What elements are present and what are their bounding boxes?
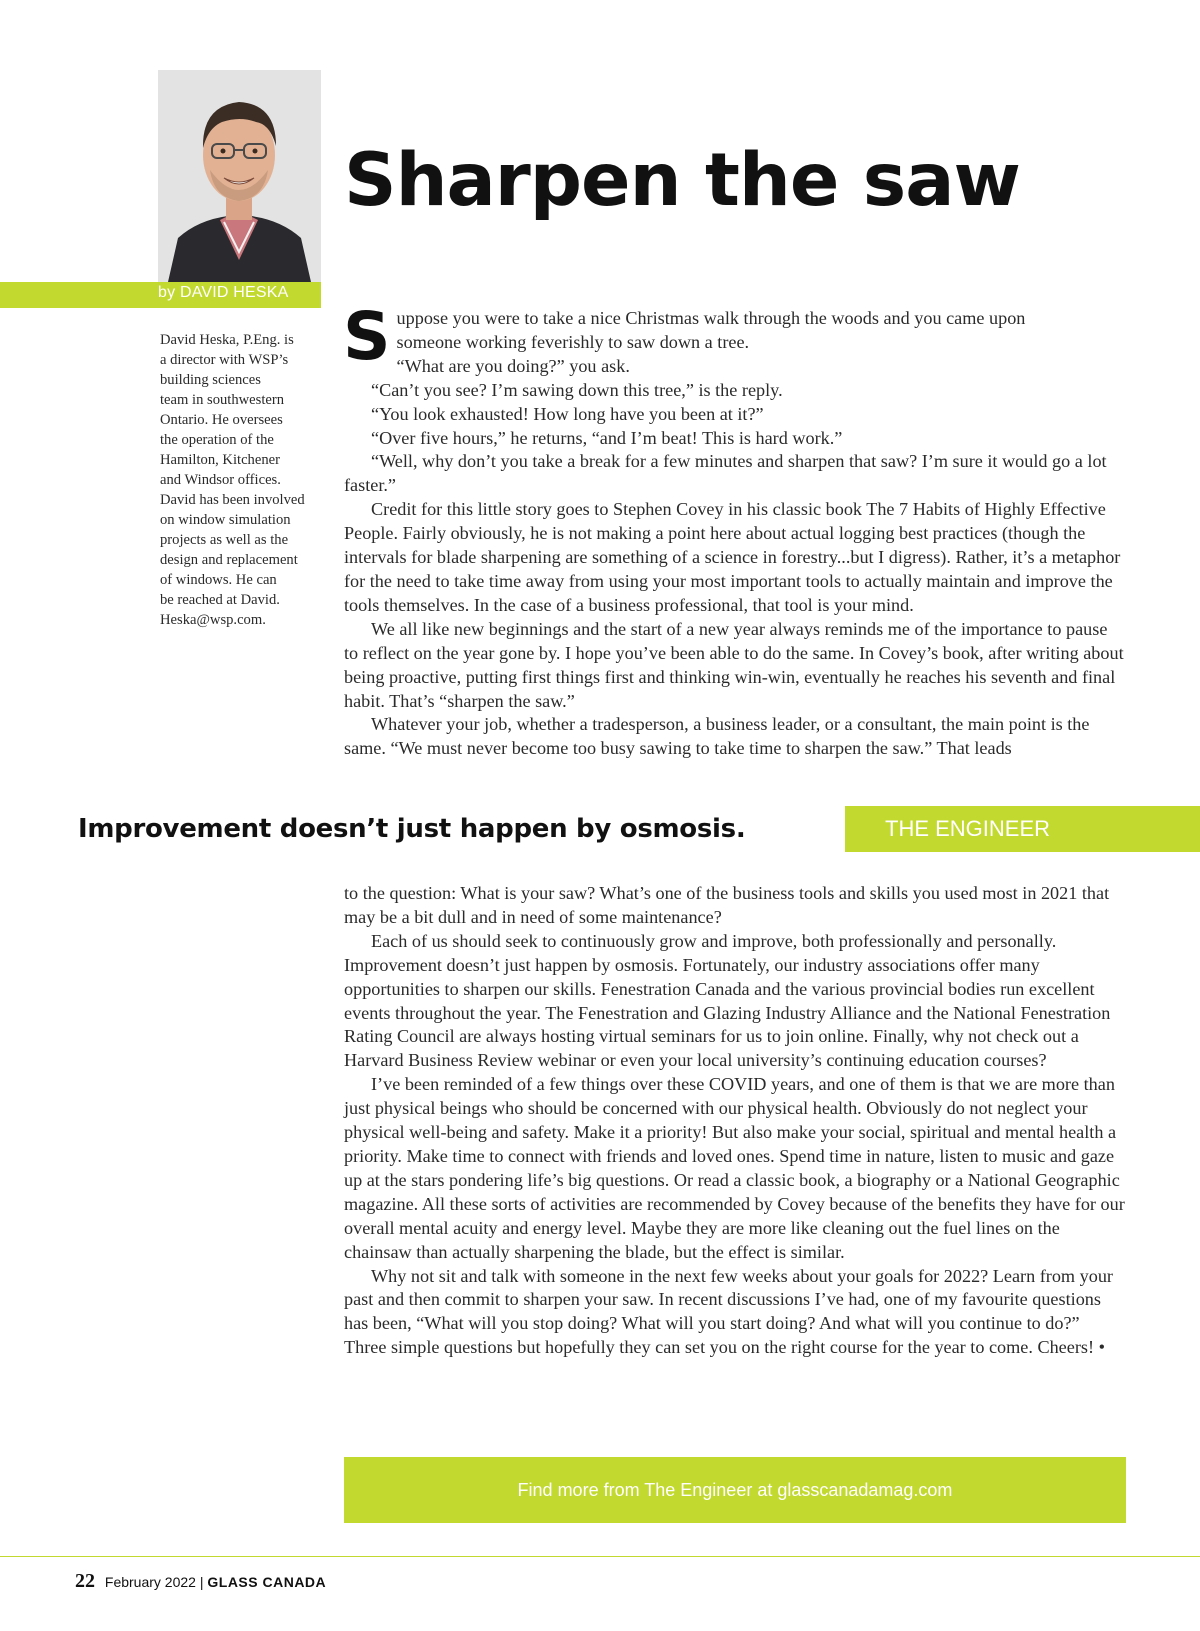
bio-line: David has been involved [160,492,305,508]
body-paragraph: Each of us should seek to continuously grow and improve, both professionally and personally. Improvement doesn’t just happen by osmosis. Fortunately, our industry associations offer many opportunities to sharpen our skills. Fenestration Canada and the various provincial bodies run excellent events throughout the year. The Fenestration and Glazing Industry Alliance and the National Fenestration Rating Council are always hosting virtual seminars for us to join online. Finally, why not check out a Harvard Business Review webinar or even your local university’s continuing education courses? [344,930,1111,1071]
body-paragraph: “Well, why don’t you take a break for a few minutes and sharpen that saw? I’m sure it would go a lot faster.” [344,451,1107,496]
author-bio [160,330,322,630]
author-photo [158,70,321,282]
body-paragraph: I’ve been reminded of a few things over these COVID years, and one of them is that we are more than just physical beings who should be concerned with our physical health. Obviously do not neglect your physical well-being and safety. Make it a priority! But also make your social, spiritual and mental health a priority. Make time to connect with friends and loved ones. Spend time in nature, listen to music and gaze up at the stars pondering life’s big questions. Or read a classic book, a biography or a National Geographic magazine. All these sorts of activities are recommended by Covey because of the benefits they have for our overall mental acuity and energy level. Maybe they are more like cleaning out the fuel lines on the chainsaw than actually sharpening the blade, but the effect is similar. [344,1074,1125,1262]
intro-line: uppose you were to take a nice Christmas walk through the woods and you came upon [396,308,1026,328]
body-paragraph: “Can’t you see? I’m sawing down this tree,” is the reply. [371,379,783,400]
byline: by DAVID HESKA [158,284,289,301]
section-tag-label: THE ENGINEER [885,816,1051,841]
bio-line: Ontario. He oversees [160,412,283,428]
footer-rule [0,1556,1200,1557]
page-footer [75,1570,326,1593]
body-paragraph: “Over five hours,” he returns, “and I’m beat! This is hard work.” [371,427,843,448]
body-paragraph: Credit for this little story goes to Stephen Covey in his classic book The 7 Habits of Highly Effective People. Fairly obviously, he is not making a point here about actual logging best practices (though the intervals for blade sharpening are something of a science in forestry...but I digress). Rather, it’s a metaphor for the need to take time away from using your most important tools to actually maintain and improve the tools themselves. In the case of a business professional, that tool is your mind. [344,499,1121,615]
bio-line: a director with WSP’s [160,352,289,368]
body-paragraph: Why not sit and talk with someone in the next few weeks about your goals for 2022? Learn from your past and then commit to sharpen your saw. In recent discussions I’ve had, one of my favourite questions has been, “What will you stop doing? What will you start doing? And what will you continue to do?” Three simple questions but hopefully they can set you on the right course for the year to come. Cheers! • [344,1265,1113,1358]
intro-line: “What are you doing?” you ask. [396,355,630,376]
body-paragraph: Whatever your job, whether a tradesperson, a business leader, or a consultant, the main point is the same. “We must never become too busy sawing to take time to sharpen the saw.” That leads [344,714,1090,759]
bio-line: building sciences [160,372,261,388]
page-number: 22 [75,1570,95,1592]
bio-line: of windows. He can [160,572,277,588]
drop-cap: S [343,298,391,375]
bio-line: projects as well as the [160,532,289,548]
article-body-top [343,298,1126,761]
body-paragraph: We all like new beginnings and the start of a new year always reminds me of the importance to pause to reflect on the year gone by. I hope you’ve been able to do the same. In Covey’s book, after writing about being proactive, putting first things first and thinking win-win, eventually he reaches his seventh and final habit. That’s “sharpen the saw.” [344,618,1124,711]
section-tag [845,806,1200,852]
bio-line: Hamilton, Kitchener [160,452,280,468]
intro-line: someone working feverishly to saw down a tree. [396,331,750,352]
find-more-banner[interactable]: Find more from The Engineer at glasscanadamag.com [344,1457,1126,1523]
pull-quote: Improvement doesn’t just happen by osmosis. [78,814,746,844]
issue-date: February 2022 | [104,1574,204,1590]
bio-line: be reached at David. [160,592,280,608]
bio-line: and Windsor offices. [160,472,281,488]
article-title: Sharpen the saw [344,138,1020,223]
article-body-bottom [344,882,1126,1360]
bio-line: Heska@wsp.com. [160,612,266,628]
bio-line: team in southwestern [160,392,285,408]
bio-line: on window simulation [160,512,291,528]
bio-line: design and replacement [160,552,298,568]
body-paragraph: “You look exhausted! How long have you been at it?” [371,403,764,424]
intro-paragraph [343,298,1126,379]
body-paragraph: to the question: What is your saw? What’s one of the business tools and skills you used most in 2021 that may be a bit dull and in need of some maintenance? [344,883,1110,927]
author-portrait-image [158,70,321,282]
bio-line: David Heska, P.Eng. is [160,332,294,348]
bio-line: the operation of the [160,432,274,448]
magazine-name: GLASS CANADA [207,1574,327,1590]
